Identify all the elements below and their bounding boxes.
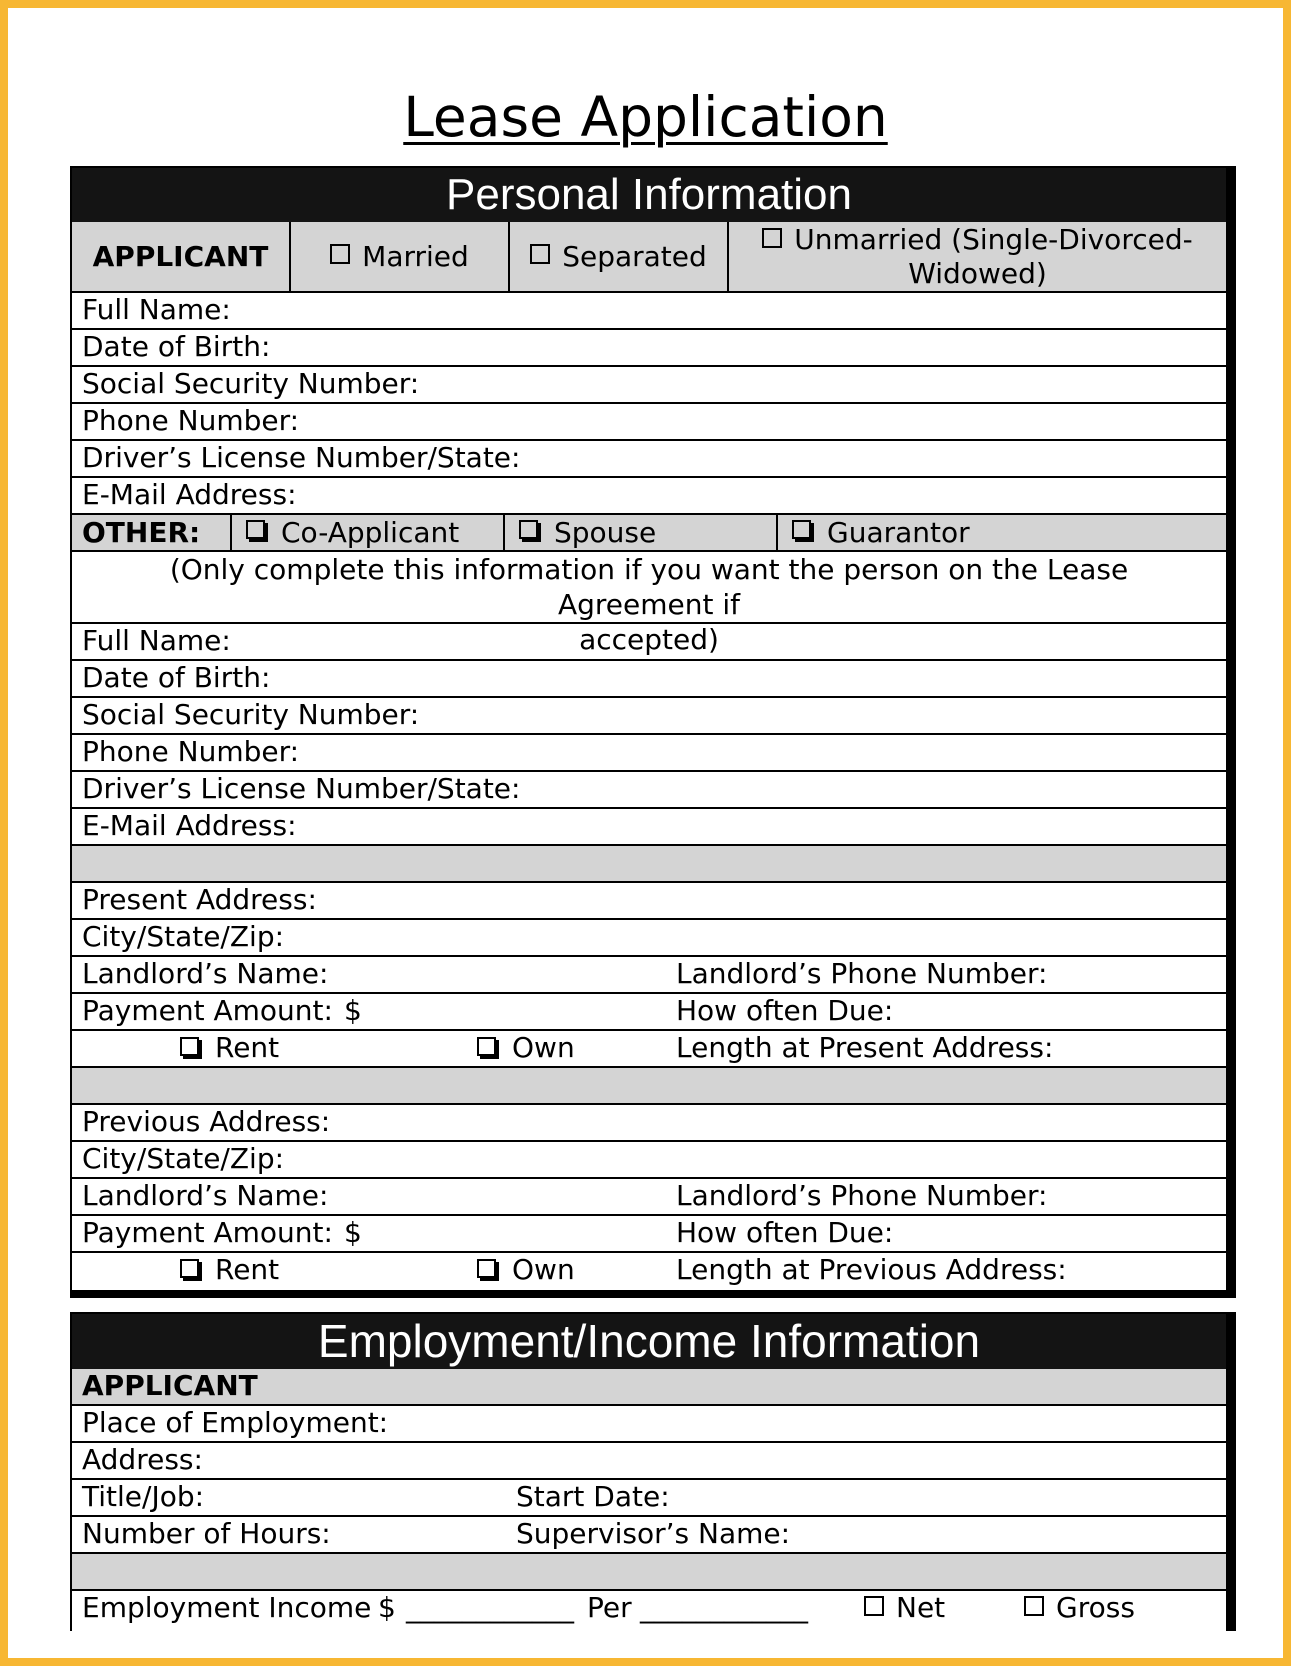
- applicant-ssn-field[interactable]: Social Security Number:: [72, 367, 1226, 404]
- married-checkbox-icon[interactable]: [330, 244, 350, 264]
- applicant-phone-field[interactable]: Phone Number:: [72, 404, 1226, 441]
- separated-option[interactable]: [510, 222, 729, 291]
- applicant-label: APPLICANT: [72, 222, 291, 291]
- unmarried-option[interactable]: [729, 222, 1226, 291]
- unmarried-checkbox-icon[interactable]: [762, 228, 782, 248]
- spouse-checkbox-icon[interactable]: [519, 520, 538, 539]
- title-start-row: [72, 1480, 1226, 1517]
- section-divider: [72, 1068, 1226, 1105]
- present-payment-row: [72, 994, 1226, 1031]
- co-applicant-checkbox-icon[interactable]: [246, 520, 265, 539]
- hours-supervisor-row: [72, 1517, 1226, 1554]
- gross-label: Gross: [1056, 1591, 1135, 1624]
- personal-information-section: [70, 166, 1236, 1298]
- number-of-hours-field[interactable]: Number of Hours:: [82, 1517, 331, 1550]
- other-full-name-field[interactable]: Full Name:: [72, 624, 1226, 661]
- net-checkbox-icon[interactable]: [864, 1596, 884, 1616]
- employment-income-section: [70, 1312, 1236, 1631]
- spouse-option[interactable]: [505, 515, 778, 550]
- present-landlord-name-field[interactable]: Landlord’s Name:: [82, 957, 329, 990]
- employment-income-header: Employment/Income Information: [72, 1314, 1226, 1369]
- guarantor-checkbox-icon[interactable]: [792, 520, 811, 539]
- income-amount-blank[interactable]: ____________: [406, 1591, 574, 1624]
- start-date-field[interactable]: Start Date:: [516, 1480, 670, 1513]
- present-rent-checkbox-icon[interactable]: [180, 1037, 199, 1056]
- married-option[interactable]: [291, 222, 510, 291]
- previous-length-field[interactable]: Length at Previous Address:: [676, 1253, 1067, 1286]
- other-phone-field[interactable]: Phone Number:: [72, 735, 1226, 772]
- employment-applicant-label: APPLICANT: [72, 1369, 1226, 1406]
- present-own-checkbox-icon[interactable]: [477, 1037, 496, 1056]
- previous-address-field[interactable]: Previous Address:: [72, 1105, 1226, 1142]
- previous-rent-option[interactable]: [180, 1253, 279, 1287]
- marital-status-row: [72, 222, 1226, 293]
- gross-checkbox-icon[interactable]: [1024, 1596, 1044, 1616]
- previous-landlord-phone-field[interactable]: Landlord’s Phone Number:: [676, 1179, 1048, 1212]
- employment-income-label: Employment Income: [82, 1591, 372, 1624]
- applicant-full-name-field[interactable]: Full Name:: [72, 293, 1226, 330]
- guarantor-label: Guarantor: [827, 515, 970, 549]
- separated-checkbox-icon[interactable]: [530, 244, 550, 264]
- present-payment-amount-field[interactable]: Payment Amount:: [82, 994, 333, 1027]
- other-email-field[interactable]: E-Mail Address:: [72, 809, 1226, 846]
- previous-rent-own-row: [72, 1253, 1226, 1290]
- other-type-row: [72, 515, 1226, 552]
- present-address-field[interactable]: Present Address:: [72, 883, 1226, 920]
- other-date-of-birth-field[interactable]: Date of Birth:: [72, 661, 1226, 698]
- income-currency-symbol: $: [378, 1591, 396, 1624]
- previous-city-state-zip-field[interactable]: City/State/Zip:: [72, 1142, 1226, 1179]
- present-rent-option[interactable]: [180, 1031, 279, 1065]
- present-landlord-phone-field[interactable]: Landlord’s Phone Number:: [676, 957, 1048, 990]
- previous-own-option[interactable]: [477, 1253, 575, 1287]
- applicant-date-of-birth-field[interactable]: Date of Birth:: [72, 330, 1226, 367]
- applicant-email-field[interactable]: E-Mail Address:: [72, 478, 1226, 515]
- supervisor-name-field[interactable]: Supervisor’s Name:: [516, 1517, 791, 1550]
- section-divider: [72, 1554, 1226, 1591]
- present-rent-own-row: [72, 1031, 1226, 1068]
- co-applicant-label: Co-Applicant: [281, 515, 460, 549]
- document-title: Lease Application: [403, 85, 888, 149]
- present-city-state-zip-field[interactable]: City/State/Zip:: [72, 920, 1226, 957]
- previous-rent-label: Rent: [215, 1253, 280, 1286]
- unmarried-label-line1: Unmarried (Single-Divorced-: [794, 222, 1193, 256]
- previous-currency-symbol: $: [344, 1216, 362, 1249]
- other-label: OTHER:: [72, 515, 232, 550]
- present-how-often-due-field[interactable]: How often Due:: [676, 994, 894, 1027]
- present-rent-label: Rent: [215, 1031, 280, 1064]
- other-note-line1: (Only complete this information if you want the person on the Lease Agreement if: [169, 553, 1129, 621]
- previous-own-label: Own: [512, 1253, 575, 1286]
- place-of-employment-field[interactable]: Place of Employment:: [72, 1406, 1226, 1443]
- other-note-line2: accepted): [579, 623, 719, 656]
- guarantor-option[interactable]: [778, 515, 1226, 550]
- separated-label: Separated: [562, 239, 707, 273]
- net-label: Net: [896, 1591, 946, 1624]
- spouse-label: Spouse: [554, 515, 657, 549]
- gross-option[interactable]: [1024, 1591, 1135, 1625]
- personal-information-header: Personal Information: [72, 168, 1226, 222]
- unmarried-label-line2: Widowed): [908, 256, 1047, 290]
- income-per-label: Per: [587, 1591, 632, 1624]
- section-divider: [72, 846, 1226, 883]
- income-period-blank[interactable]: ____________: [640, 1591, 808, 1624]
- present-own-option[interactable]: [477, 1031, 575, 1065]
- employment-income-row: [72, 1591, 1226, 1631]
- present-own-label: Own: [512, 1031, 575, 1064]
- previous-own-checkbox-icon[interactable]: [477, 1259, 496, 1278]
- present-length-field[interactable]: Length at Present Address:: [676, 1031, 1054, 1064]
- co-applicant-option[interactable]: [232, 515, 505, 550]
- previous-payment-row: [72, 1216, 1226, 1253]
- net-option[interactable]: [864, 1591, 945, 1625]
- present-landlord-row: [72, 957, 1226, 994]
- other-ssn-field[interactable]: Social Security Number:: [72, 698, 1226, 735]
- previous-how-often-due-field[interactable]: How often Due:: [676, 1216, 894, 1249]
- married-label: Married: [362, 239, 469, 273]
- title-job-field[interactable]: Title/Job:: [82, 1480, 205, 1513]
- employment-address-field[interactable]: Address:: [72, 1443, 1226, 1480]
- applicant-license-field[interactable]: Driver’s License Number/State:: [72, 441, 1226, 478]
- other-license-field[interactable]: Driver’s License Number/State:: [72, 772, 1226, 809]
- previous-landlord-name-field[interactable]: Landlord’s Name:: [82, 1179, 329, 1212]
- previous-rent-checkbox-icon[interactable]: [180, 1259, 199, 1278]
- previous-landlord-row: [72, 1179, 1226, 1216]
- previous-payment-amount-field[interactable]: Payment Amount:: [82, 1216, 333, 1249]
- present-currency-symbol: $: [344, 994, 362, 1027]
